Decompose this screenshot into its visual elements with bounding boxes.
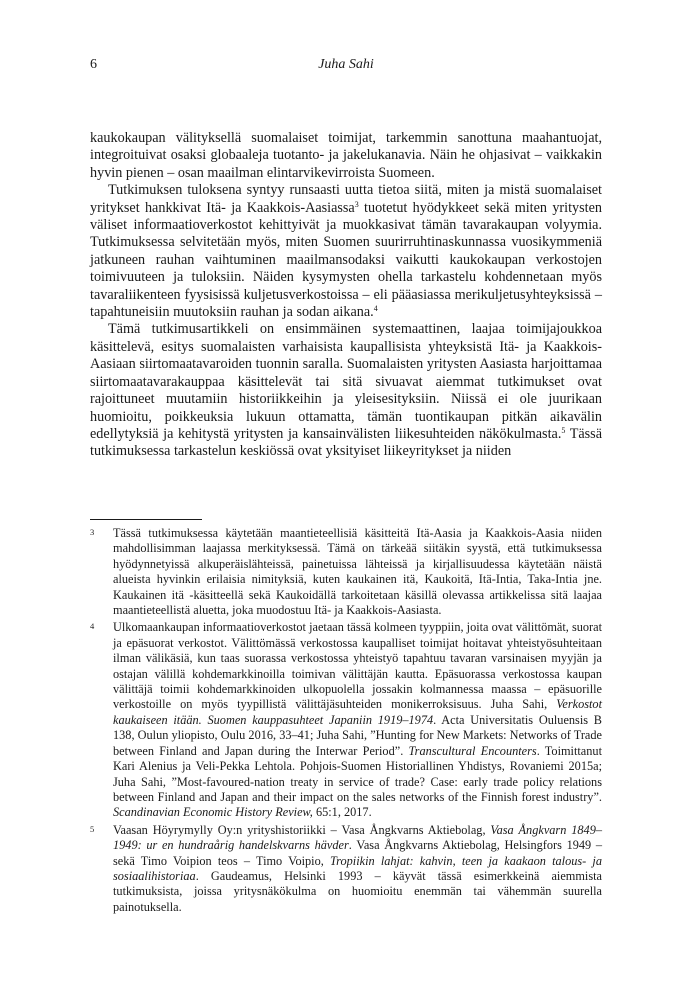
footnote-4-title-3: Scandinavian Economic History Review, — [113, 805, 313, 820]
footnote-ref-4[interactable]: 4 — [373, 304, 378, 314]
footnote-ref-3[interactable]: 3 — [354, 199, 359, 209]
footnote-separator — [90, 519, 202, 520]
footnote-4-title-1: Verkostot kaukaiseen itään. Suomen kauppasuhteet Japaniin 1919–1974 — [113, 697, 602, 727]
footnote-number: 3 — [90, 527, 95, 537]
footnote-4 — [90, 620, 602, 820]
footnotes — [90, 526, 602, 917]
page-number: 6 — [90, 57, 97, 72]
paragraph-2-text-a: Tutkimuksen tuloksena syntyy runsaasti uutta tietoa siitä, miten ja mistä suomalaiset yritykset hankkivat Itä- ja Kaakkois-Aasiassa — [90, 182, 602, 216]
paragraph-1-text: kaukokaupan välityksellä suomalaiset toimijat, tarkemmin sanottuna maahantuojat, integroituivat osaksi globaaleja tuotanto- ja jakelukanavia. Näin he ohjasivat – vaikkakin hyvin pienen – osan maailman elintarvikevirroista Suomeen. — [90, 130, 602, 181]
footnote-5 — [90, 823, 602, 915]
footnote-4-text-d: 65:1, 2017. — [312, 805, 372, 820]
paragraph-3-text-a: Tämä tutkimusartikkeli on ensimmäinen systemaattinen, laajaa toimijajoukkoa käsittelevä, esitys suomalaisten varhaisista kaupallisista yhteyksistä Itä- ja Kaakkois-Aasiaan siirtomaatavaroiden tuonnin saralla. Suomalaisten yritysten Aasiasta harjoittamaa siirtomaatavarakauppaa käsittelevät tai sitä sivuavat aiemmat tutkimukset ovat rajoittuneet muutamiin historiikkeihin ja yleisesityksiin. Niissä ei ole juurikaan huomioitu, poikkeuksia lukuun ottamatta, tämän tuontikaupan pitkän aikavälin edellytyksiä ja kehitystä yritysten ja kansainvälisten liikesuhteiden näkökulmasta. — [90, 321, 602, 442]
paragraph-3-text-b: Tässä tutkimuksessa tarkastelun keskiössä ovat yksityiset liikeyritykset ja niiden — [90, 425, 603, 460]
footnote-4-text-a: Ulkomaankaupan informaatioverkostot jaetaan tässä kolmeen tyyppiin, joita ovat välittömät, suorat ja epäsuorat verkostot. Välittömässä verkostossa kaupalliset toimijat hoitavat yhteistyösuhteitaan ilman välikäsiä, kun taas suorassa verkostossa yhteistyö tapahtuu tavaran varsinaisen myyjän ja ostajan välillä kohdemarkkinoilla toimivan välittäjän kautta. Epäsuorassa verkostossa kaupan välittäjä toimii kohdemarkkinoiden ulkopuolella jossakin kolmannessa maassa – epäsuorille verkostoille on myös tyypillistä välittäjäsuhteiden monikerroksisuus. Juha Sahi, — [113, 620, 602, 712]
paragraph-1 — [90, 130, 602, 182]
running-head: Juha Sahi — [318, 57, 374, 72]
footnote-5-text-a: Vaasan Höyrymylly Oy:n yrityshistoriikki – Vasa Ångkvarns Aktiebolag, — [113, 822, 491, 837]
footnote-text: Tässä tutkimuksessa käytetään maantieteellisiä käsitteitä Itä-Aasia ja Kaakkois-Aasia niiden mahdollisimman laajassa merkityksessä. Tämä on tärkeää siitäkin syystä, että tutkimuksessa hyödynnetyissä alkuperäislähteissä, painetuissa lähteissä ja kirjallisuudessa käytetään näistä alueista hyvinkin erilaisia nimityksiä, kuten kaukainen itä, Kaukoitä, Itä-Intia, Taka-Intia jne. Kaukainen itä -käsitteellä sekä Kaukoidällä tarkoitetaan käsillä olevassa artikkelissa sitä laajaa maantieteellistä aluetta, joka muodostuu Itä- ja Kaakkois-Aasiasta. — [113, 526, 602, 618]
body-text — [90, 130, 602, 461]
footnote-text — [113, 823, 602, 914]
footnote-ref-5[interactable]: 5 — [561, 425, 566, 435]
footnote-number: 4 — [90, 621, 95, 632]
footnote-5-text-c: . Gaudeamus, Helsinki 1993 – käyvät tässä esimerkkeinä aiemmista tutkimuksista, joissa yritysnäkökulma on huomioitu enemmän tai vähemmän suurella painotuksella. — [113, 868, 602, 914]
paragraph-2 — [90, 182, 602, 321]
footnote-4-text-b: . Acta Universitatis Ouluensis B 138, Oulun yliopisto, Oulu 2016, 33–41; Juha Sahi, ”Hunting for New Markets: Networks of Trade between Finland and Japan during the Interwar Period”. — [113, 712, 603, 758]
paragraph-3 — [90, 321, 602, 460]
footnote-3 — [90, 526, 602, 618]
page — [90, 0, 602, 1002]
footnote-4-text-c: . Toimittanut Kari Alenius ja Veli-Pekka Lehtola. Pohjois-Suomen Historiallinen Yhdistys, Rovaniemi 2015a; Juha Sahi, ”Most-favoured-nation treaty in service of trade? Case: early trade policy relations between Finland and Japan and their impact on the sales networks of the Finnish forest industry”. — [113, 743, 602, 804]
footnote-text — [113, 620, 602, 819]
footnote-5-title-2: Tropiikin lahjat: kahvin, teen ja kaakaon talous- ja sosiaalihistoriaa — [113, 853, 602, 883]
footnote-5-text-b: . Vasa Ångkvarns Aktiebolag, Helsingfors 1949 – sekä Timo Voipion teos – Timo Voipio, — [113, 838, 602, 868]
footnote-5-title-1: Vasa Ångkvarn 1849–1949: ur en hundraårig handelskvarns hävder — [113, 822, 602, 853]
page-header — [90, 57, 602, 77]
footnote-number: 5 — [90, 823, 95, 834]
paragraph-2-text-b: tuotetut hyödykkeet sekä miten yritysten väliset informaatioverkostot kehittyivät ja muokkasivat tämän tavarakaupan volyymia. Tutkimuksessa selvitetään myös, miten Suomen suurirruhtinaskunnassa vuosikymmeniä jatkuneen rauhan vaihtuminen maailmansodaksi vaikutti kaukokaupan verkostojen toimivuuteen ja tuloksiin. Näiden kysymysten ohella tarkastelu kohdennetaan myös tavaraliikenteen fyysisissä kuljetusverkostoissa – eli pääasiassa merikuljetusyhteyksissä – tapahtuneisiin muutoksiin rauhan ja sodan aikana. — [90, 199, 602, 321]
footnote-4-title-2: Transcultural Encounters — [408, 743, 537, 758]
